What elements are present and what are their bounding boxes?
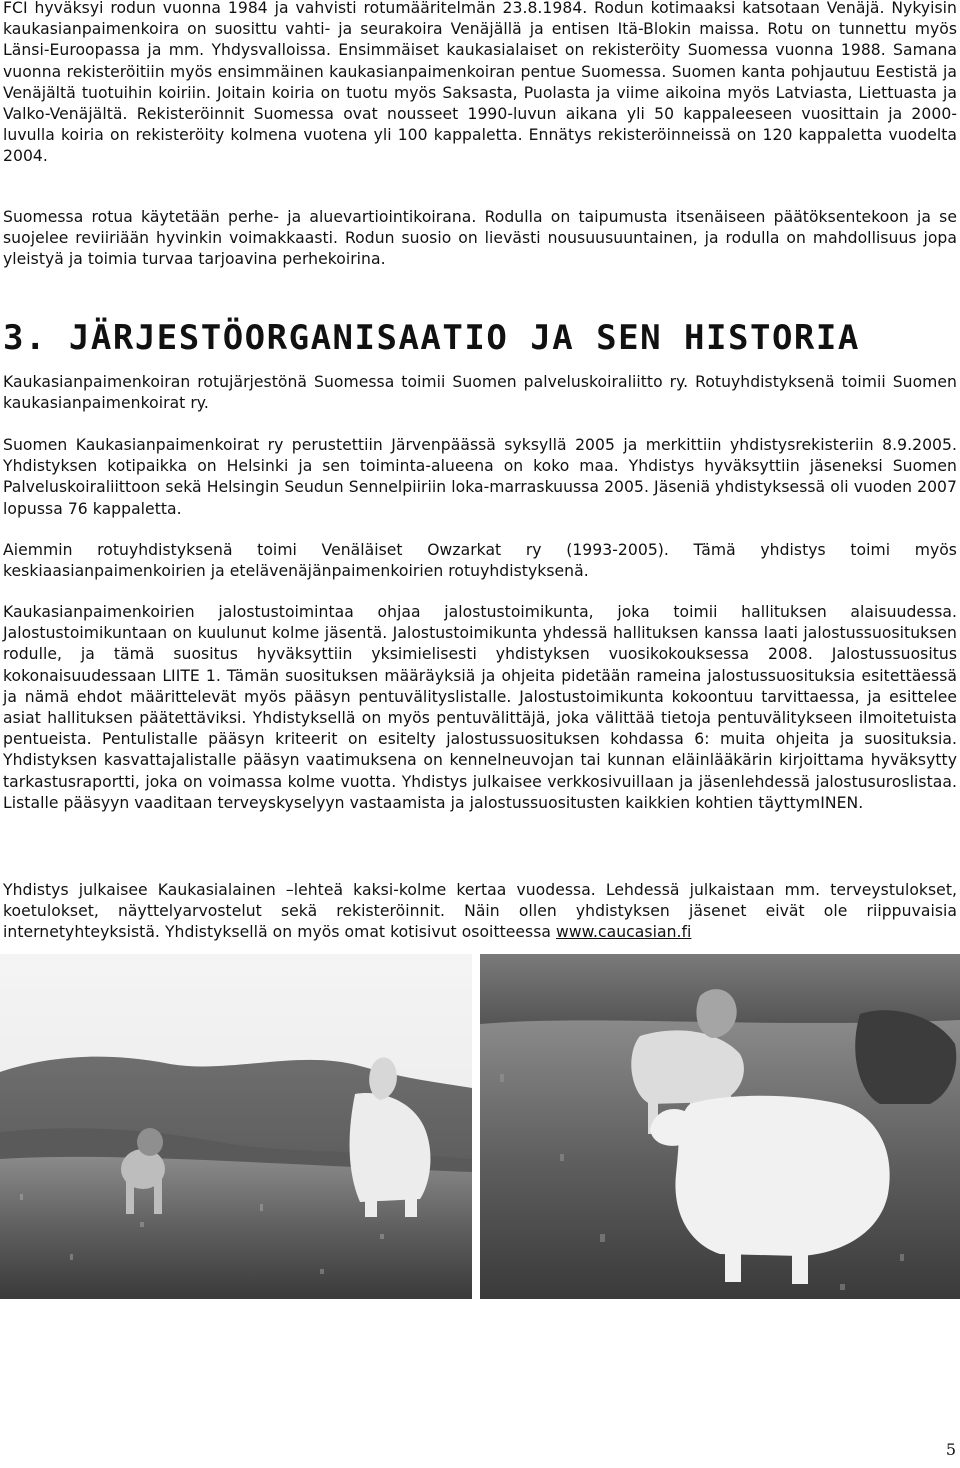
intro-paragraph-2: Suomessa rotua käytetään perhe- ja aluevartiointikoirana. Rodulla on taipumusta itsenäiseen päätöksentekoon ja se suojelee reviiriään hyvinkin voimakkaasti. Rodun suosio on lievästi nousuusuuntainen, ja rodulla on mahdollisuus jopa yleistyä ja toimia turvaa tarjoavina perhekoirina. xyxy=(3,208,957,269)
section-paragraph-3: Aiemmin rotuyhdistyksenä toimi Venäläiset Owzarkat ry (1993-2005). Tämä yhdistys toimi myös keskiaasianpaimenkoirien ja etelävenäjänpaimenkoirien rotuyhdistyksenä. xyxy=(3,541,957,581)
section-paragraph-5 xyxy=(3,880,957,944)
section-heading: 3. JÄRJESTÖORGANISAATIO JA SEN HISTORIA xyxy=(3,318,860,358)
page-number: 5 xyxy=(945,1440,956,1459)
website-link[interactable]: www.caucasian.fi xyxy=(556,923,692,942)
section-paragraph-4: Kaukasianpaimenkoirien jalostustoimintaa ohjaa jalostustoimikunta, joka toimii hallituksen alaisuudessa. Jalostustoimikuntaan on kuulunut kolme jäsentä. Jalostustoimikunta yhdessä hallituksen kanssa laati jalostussuosituksen rodulle, ja tämä suositus hyväksyttiin yksimielisesti yhdistyksen vuosikokouksessa 2008. Jalostussuositus kokonaisuudessaan LIITE 1. Tämän suosituksen määräyksiä ja ohjeita pidetään rameina jalostussuosituksia esitettäessä ja nämä ehdot määrittelevät myös pääsyn pentuvälityslistalle. Jalostustoimikunta kokoontuu tarvittaessa, ja esittelee asiat hallituksen päätettäviksi. Yhdistyksellä on myös pentuvälittäjä, joka välittää tietoja pentuvälitykseen ilmoitetuista pentueista. Pentulistalle pääsyn kriteerit on esitelty jalostussuosituksen kohdassa 6: muita ohjeita ja suosituksia. Yhdistyksen kasvattajalistalle pääsyn vaatimuksena on kennelneuvojan tai kunnan eläinlääkärin kirjoittama hyväksytty tarkastusraportti, joka on voimassa kolme vuotta. Yhdistys julkaisee verkkosivuillaan ja jäsenlehdessä jalostusuroslistaa. Listalle pääsyyn vaaditaan terveyskyselyyn vastaamista ja jalostussuositusten kaikkien kohtien täyttymINEN. xyxy=(3,603,957,812)
section-paragraph-5-text: Yhdistys julkaisee Kaukasialainen –lehteä kaksi-kolme kertaa vuodessa. Lehdessä julkaistaan mm. terveystulokset, koetulokset, näyttelyarvostelut sekä rekisteröinnit. Näin ollen yhdistyksen jäsenet eivät ole riippuvaisia internetyhteyksistä. Yhdistyksellä on myös omat kotisivut osoitteessa xyxy=(3,881,957,942)
section-paragraph-2: Suomen Kaukasianpaimenkoirat ry perustettiin Järvenpäässä syksyllä 2005 ja merkittiin yhdistysrekisteriin 8.9.2005. Yhdistyksen kotipaikka on Helsinki ja sen toiminta-alueena on koko maa. Yhdistys hyväksyttiin jäseneksi Suomen Palveluskoiraliittoon sekä Helsingin Seudun Sennelpiiriin loka-marraskuussa 2005. Jäseniä yhdistyksessä oli vuoden 2007 lopussa 76 kappaletta. xyxy=(3,436,957,518)
section-paragraph-1: Kaukasianpaimenkoiran rotujärjestönä Suomessa toimii Suomen palveluskoiraliitto ry. Rotuyhdistyksenä toimii Suomen kaukasianpaimenkoirat ry. xyxy=(3,373,957,413)
intro-paragraph-1: FCI hyväksyi rodun vuonna 1984 ja vahvisti rotumääritelmän 23.8.1984. Rodun kotimaaksi katsotaan Venäjä. Nykyisin kaukasianpaimenkoira on suosittu vahti- ja seurakoira Venäjällä ja entisen Itä-Blokin maissa. Rotu on tunnettu myös Länsi-Euroopassa ja mm. Yhdysvalloissa. Ensimmäiset kaukasialaiset on rekisteröity Suomessa vuonna 1988. Samana vuonna rekisteröitiin myös ensimmäinen kaukasianpaimenkoiran pentue Suomessa. Suomen kanta pohjautuu Eestistä ja Venäjältä tuotuihin koiriin. Joitain koiria on tuotu myös Saksasta, Puolasta ja viime aikoina myös Latviasta, Liettuasta ja Valko-Venäjältä. Rekisteröinnit Suomessa ovat nousseet 1990-luvun aikana yli 50 kappaleeseen vuosittain ja 2000-luvulla koiria on rekisteröity kolmena vuotena yli 100 kappaletta. Ennätys rekisteröinneissä on 120 kappaletta vuodelta 2004. xyxy=(3,0,957,166)
dogs-photo xyxy=(0,954,960,1299)
photo-dogs-in-field-icon xyxy=(0,954,960,1299)
